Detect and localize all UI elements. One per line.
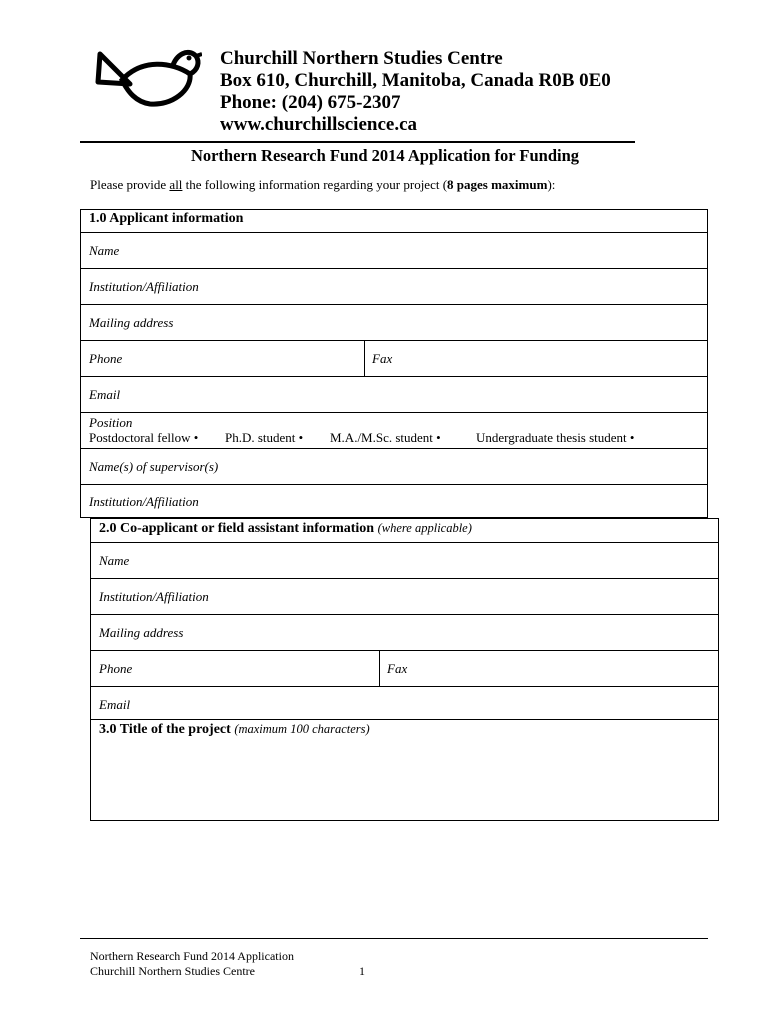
org-website[interactable]: www.churchillscience.ca — [220, 114, 418, 135]
footer-line-1: Northern Research Fund 2014 Application — [90, 949, 294, 963]
supervisor-name-field[interactable]: Name(s) of supervisor(s) — [81, 448, 707, 484]
position-label: Position — [89, 415, 133, 430]
co-applicant-phone-fax-row — [91, 650, 718, 686]
bullet-icon: • — [193, 430, 199, 445]
supervisor-institution-field[interactable]: Institution/Affiliation — [81, 484, 707, 518]
bullet-icon: • — [629, 430, 635, 445]
co-applicant-fax-field[interactable]: Fax — [387, 661, 408, 676]
bird-fish-logo-icon — [92, 44, 202, 114]
applicant-fax-field[interactable]: Fax — [372, 351, 393, 366]
project-title-section[interactable] — [90, 719, 719, 821]
co-applicant-name-field[interactable]: Name — [91, 542, 718, 578]
position-row — [81, 412, 707, 448]
applicant-mailing-field[interactable]: Mailing address — [81, 304, 707, 340]
co-applicant-phone-field[interactable]: Phone — [99, 661, 133, 676]
org-address: Box 610, Churchill, Manitoba, Canada R0B 0E0 — [220, 70, 611, 91]
footer-divider — [80, 938, 708, 939]
bullet-icon: • — [436, 430, 441, 445]
applicant-name-field[interactable]: Name — [81, 232, 707, 268]
section-1-heading: 1.0 Applicant information — [89, 211, 244, 226]
co-applicant-section — [90, 518, 719, 720]
org-phone: Phone: (204) 675-2307 — [220, 92, 401, 113]
co-phone-fax-divider — [379, 651, 380, 686]
org-name: Churchill Northern Studies Centre — [220, 48, 503, 69]
instructions: Please provide all the following information regarding your project (8 pages maximum): — [90, 177, 556, 192]
co-applicant-email-field[interactable]: Email — [91, 686, 718, 720]
bullet-icon: • — [298, 430, 304, 445]
applicant-institution-field[interactable]: Institution/Affiliation — [81, 268, 707, 304]
section-2-heading: 2.0 Co-applicant or field assistant information (where applicable) — [99, 521, 472, 536]
option-postdoctoral[interactable]: Postdoctoral fellow • — [89, 430, 199, 445]
applicant-phone-field[interactable]: Phone — [89, 351, 123, 366]
document-title: Northern Research Fund 2014 Application for Funding — [190, 146, 580, 165]
footer-line-2: Churchill Northern Studies Centre — [90, 964, 255, 978]
applicant-phone-fax-row — [81, 340, 707, 376]
co-applicant-institution-field[interactable]: Institution/Affiliation — [91, 578, 718, 614]
phone-fax-divider — [364, 341, 365, 376]
applicant-email-field[interactable]: Email — [81, 376, 707, 412]
applicant-info-section — [80, 209, 708, 518]
co-applicant-mailing-field[interactable]: Mailing address — [91, 614, 718, 650]
option-undergraduate[interactable]: Undergraduate thesis student • — [476, 430, 635, 445]
page-number: 1 — [359, 964, 365, 978]
option-phd[interactable]: Ph.D. student • — [225, 430, 304, 445]
option-masters[interactable]: M.A./M.Sc. student • — [330, 430, 441, 445]
section-3-heading: 3.0 Title of the project (maximum 100 characters) — [99, 722, 370, 737]
header-divider — [80, 141, 635, 143]
